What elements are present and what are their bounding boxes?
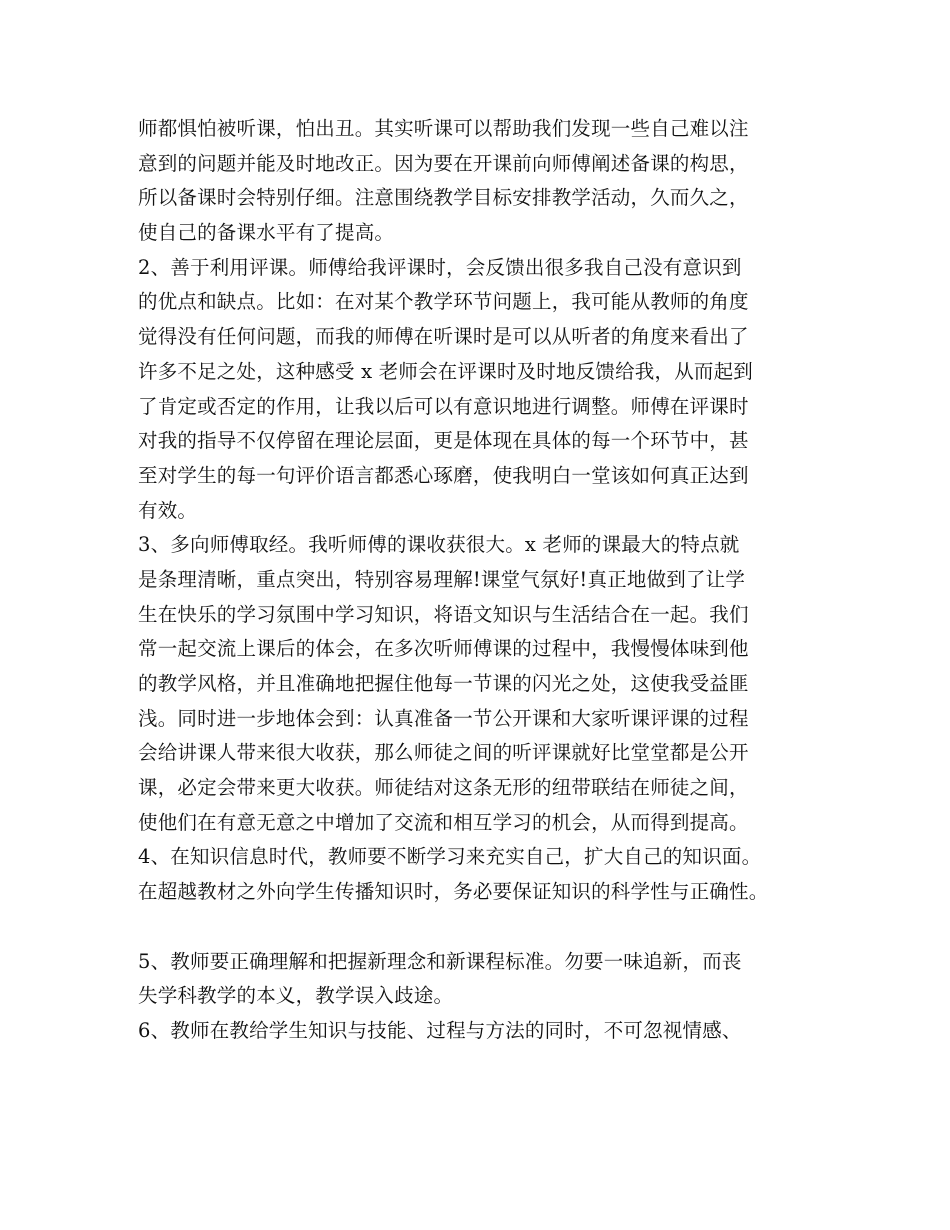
text-line-13: 3、多向师傅取经。我听师傅的课收获很大。x 老师的课最大的特点就 xyxy=(138,533,740,557)
text-line-23: 在超越教材之外向学生传播知识时，务必要保证知识的科学性与正确性。 xyxy=(138,880,769,904)
text-line-5: 2、善于利用评课。师傅给我评课时，会反馈出很多我自己没有意识到 xyxy=(138,255,742,279)
text-line-2: 意到的问题并能及时地改正。因为要在开课前向师傅阐述备课的构思， xyxy=(138,151,749,175)
text-line-22: 4、在知识信息时代，教师要不断学习来充实自己，扩大自己的知识面。 xyxy=(138,845,762,869)
text-line-11: 至对学生的每一句评价语言都悉心琢磨，使我明白一堂该如何真正达到 xyxy=(138,463,749,487)
text-line-16: 常一起交流上课后的体会，在多次听师傅课的过程中，我慢慢体味到他 xyxy=(138,637,749,661)
text-line-1: 师都惧怕被听课，怕出丑。其实听课可以帮助我们发现一些自己难以注 xyxy=(138,117,749,140)
text-line-9: 了肯定或否定的作用，让我以后可以有意识地进行调整。师傅在评课时 xyxy=(138,394,749,418)
document-body xyxy=(138,112,838,1049)
text-line-6: 的优点和缺点。比如：在对某个教学环节问题上，我可能从教师的角度 xyxy=(138,290,749,314)
text-line-7: 觉得没有任何问题，而我的师傅在听课时是可以从听者的角度来看出了 xyxy=(138,325,749,349)
text-line-3: 所以备课时会特别仔细。注意围绕教学目标安排教学活动，久而久之， xyxy=(138,186,749,210)
text-line-18: 浅。同时进一步地体会到：认真准备一节公开课和大家听课评课的过程 xyxy=(138,706,749,730)
text-line-15: 生在快乐的学习氛围中学习知识，将语文知识与生活结合在一起。我们 xyxy=(138,602,749,626)
blank-line xyxy=(138,910,838,945)
text-line-25: 5、教师要正确理解和把握新理念和新课程标准。勿要一味追新，而丧 xyxy=(138,949,742,973)
text-line-8: 许多不足之处，这种感受 x 老师会在评课时及时地反馈给我，从而起到 xyxy=(138,359,753,383)
text-line-14: 是条理清晰，重点突出，特别容易理解!课堂气氛好!真正地做到了让学 xyxy=(138,567,746,591)
text-line-12: 有效。 xyxy=(138,498,198,522)
text-line-26: 失学科教学的本义，教学误入歧途。 xyxy=(138,984,454,1008)
text-line-17: 的教学风格，并且准确地把握住他每一节课的闪光之处，这使我受益匪 xyxy=(138,672,749,695)
text-line-4: 使自己的备课水平有了提高。 xyxy=(138,221,395,245)
text-line-10: 对我的指导不仅停留在理论层面，更是体现在具体的每一个环节中，甚 xyxy=(138,429,749,453)
text-line-21: 使他们在有意无意之中增加了交流和相互学习的机会，从而得到提高。 xyxy=(138,810,749,834)
text-line-27: 6、教师在教给学生知识与技能、过程与方法的同时，不可忽视情感、 xyxy=(138,1018,742,1042)
text-line-20: 课，必定会带来更大收获。师徒结对这条无形的纽带联结在师徒之间， xyxy=(138,776,749,800)
text-line-19: 会给讲课人带来很大收获，那么师徒之间的听评课就好比堂堂都是公开 xyxy=(138,741,749,765)
